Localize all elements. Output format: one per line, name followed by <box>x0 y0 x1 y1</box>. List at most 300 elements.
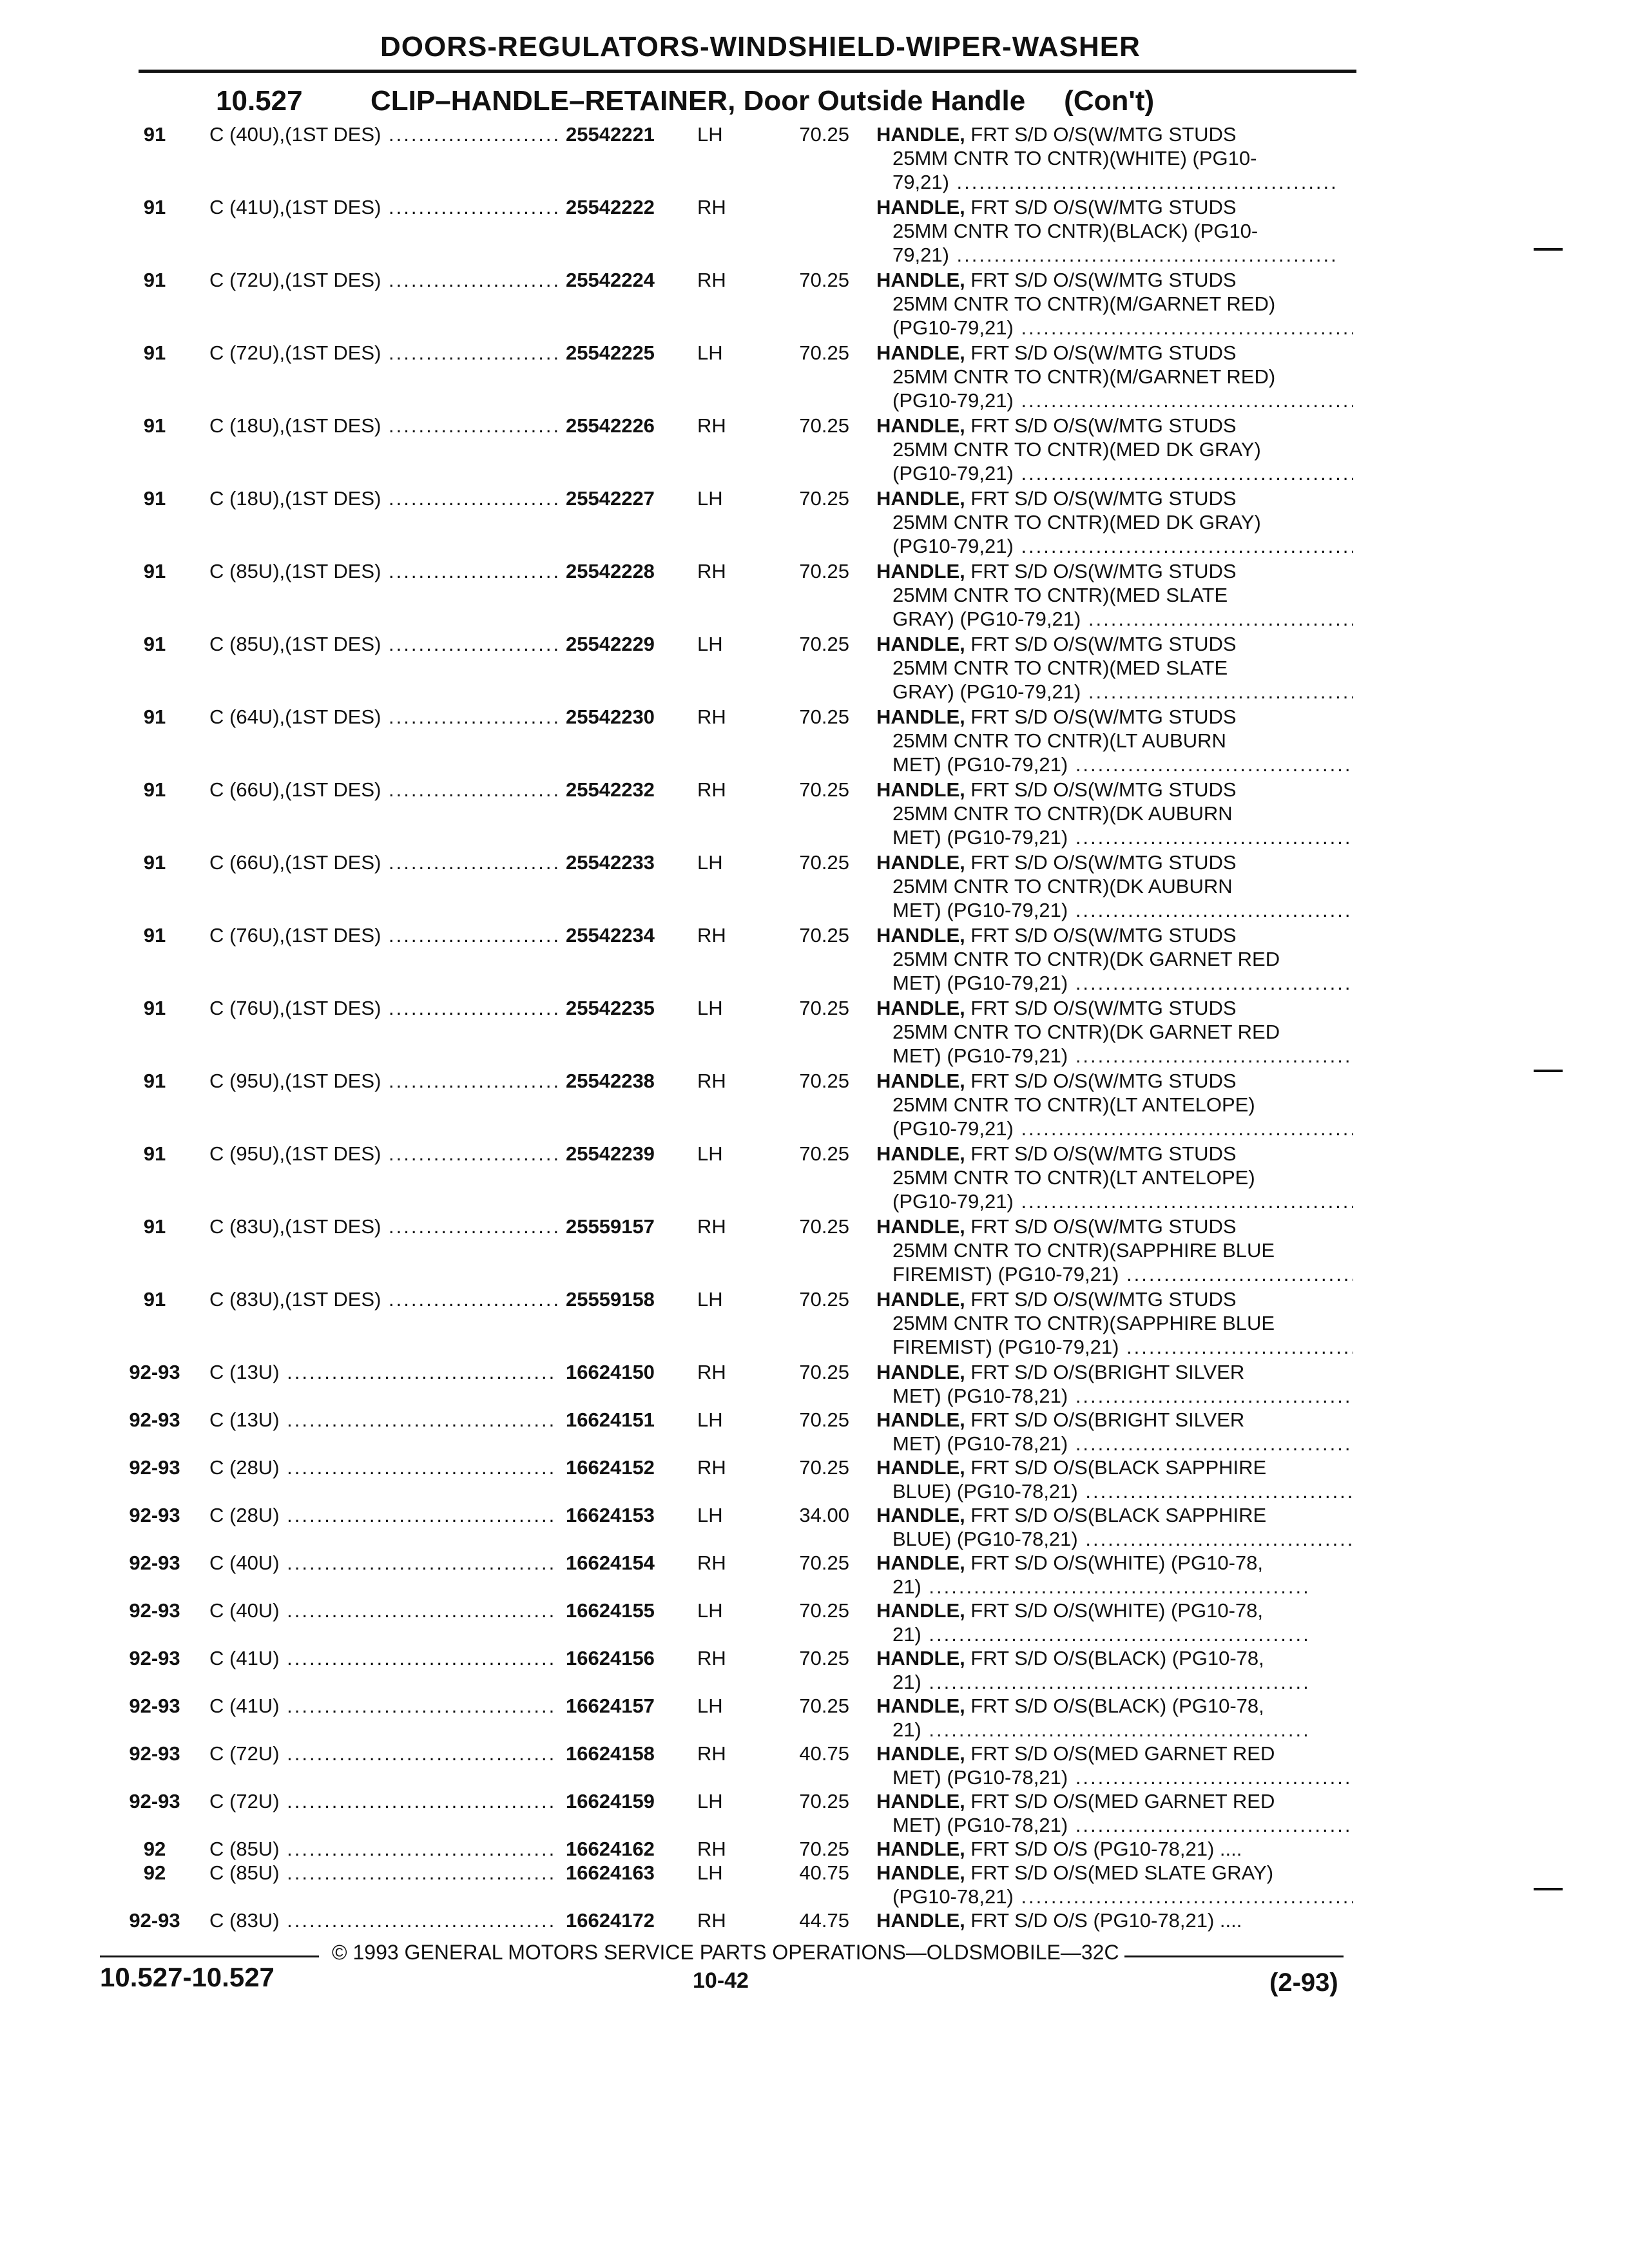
part-number: 25542230 <box>561 705 695 729</box>
model-code: C (28U) ..... <box>209 1503 557 1527</box>
price: 70.25 <box>799 560 849 582</box>
description-noun: HANDLE, <box>876 1215 965 1238</box>
description-line-2: 25MM CNTR TO CNTR)(DK AUBURN <box>892 802 1233 825</box>
description-line-3: (PG10-79,21) ..... <box>876 1117 1353 1140</box>
side: RH <box>697 1215 726 1238</box>
model-year: 91 <box>143 1215 166 1238</box>
price: 70.25 <box>799 1790 849 1812</box>
description <box>876 850 1353 922</box>
side: LH <box>697 487 723 510</box>
model-code: C (72U) ..... <box>209 1789 557 1813</box>
model-year: 92-93 <box>129 1456 180 1479</box>
model-year: 92-93 <box>129 1552 180 1574</box>
description-noun: HANDLE, <box>876 1742 965 1765</box>
description-line-1 <box>876 923 1353 947</box>
description-line-1 <box>876 1742 1353 1765</box>
model-year: 91 <box>143 196 166 218</box>
part-number: 25542222 <box>561 195 695 219</box>
description-text: FRT S/D O/S(BLACK SAPPHIRE <box>965 1456 1267 1479</box>
model-year: 92-93 <box>129 1695 180 1717</box>
price: 44.75 <box>799 1909 849 1932</box>
description-line-2: 25MM CNTR TO CNTR)(M/GARNET RED) <box>892 365 1276 388</box>
description-text: FRT S/D O/S(W/MTG STUDS <box>965 924 1237 947</box>
description-text: FRT S/D O/S(W/MTG STUDS <box>965 778 1237 801</box>
part-number: 25542229 <box>561 632 695 656</box>
description-line-3: 21) ..... <box>876 1575 1353 1599</box>
description <box>876 1287 1353 1359</box>
model-year: 91 <box>143 560 166 582</box>
model-code: C (85U),(1ST DES) ..... <box>209 559 557 583</box>
description-text: FRT S/D O/S(W/MTG STUDS <box>965 851 1237 874</box>
side: RH <box>697 706 726 728</box>
model-code: C (13U) ..... <box>209 1408 557 1432</box>
price: 70.25 <box>799 1361 849 1383</box>
description-line-3: GRAY) (PG10-79,21) ..... <box>876 680 1353 704</box>
description-text: FRT S/D O/S(BLACK SAPPHIRE <box>965 1504 1267 1526</box>
model-year: 92-93 <box>129 1742 180 1765</box>
description-line-1 <box>876 1287 1353 1311</box>
description <box>876 1360 1353 1408</box>
description-noun: HANDLE, <box>876 1647 965 1669</box>
part-number: 25542239 <box>561 1142 695 1166</box>
description-line-2: 25MM CNTR TO CNTR)(SAPPHIRE BLUE <box>892 1239 1275 1262</box>
model-code: C (13U) ..... <box>209 1360 557 1384</box>
description-line-3: MET) (PG10-78,21) ..... <box>876 1384 1353 1408</box>
model-code: C (18U),(1ST DES) ..... <box>209 414 557 437</box>
description <box>876 1861 1353 1908</box>
side: LH <box>697 1288 723 1311</box>
description-line-3: 79,21) ..... <box>876 243 1353 267</box>
description-line-1 <box>876 486 1353 510</box>
description <box>876 1599 1353 1646</box>
part-number: 16624163 <box>561 1861 695 1885</box>
description-noun: HANDLE, <box>876 997 965 1019</box>
header-rule <box>139 70 1356 73</box>
part-number: 25542221 <box>561 122 695 146</box>
description-line-1 <box>876 1456 1353 1479</box>
model-year: 92-93 <box>129 1599 180 1622</box>
description-text: FRT S/D O/S(BLACK) (PG10-78, <box>965 1695 1264 1717</box>
description-noun: HANDLE, <box>876 1070 965 1092</box>
description-line-3: (PG10-79,21) ..... <box>876 389 1353 412</box>
model-year: 91 <box>143 414 166 437</box>
model-year: 91 <box>143 633 166 655</box>
model-code: C (18U),(1ST DES) ..... <box>209 486 557 510</box>
model-year: 91 <box>143 1142 166 1165</box>
side: RH <box>697 1909 726 1932</box>
side: LH <box>697 341 723 364</box>
price: 40.75 <box>799 1861 849 1884</box>
side: RH <box>697 1070 726 1092</box>
description-line-1 <box>876 1503 1353 1527</box>
model-code: C (41U) ..... <box>209 1694 557 1718</box>
price: 70.25 <box>799 997 849 1019</box>
side: RH <box>697 924 726 947</box>
description-line-2: 25MM CNTR TO CNTR)(SAPPHIRE BLUE <box>892 1312 1275 1334</box>
model-year: 92-93 <box>129 1504 180 1526</box>
part-number: 16624154 <box>561 1551 695 1575</box>
description-line-1 <box>876 1142 1353 1166</box>
description <box>876 1069 1353 1140</box>
description-noun: HANDLE, <box>876 706 965 728</box>
model-year: 91 <box>143 123 166 146</box>
description-line-3: MET) (PG10-79,21) ..... <box>876 971 1353 995</box>
description <box>876 414 1353 485</box>
price: 70.25 <box>799 1838 849 1860</box>
description <box>876 1456 1353 1503</box>
description <box>876 1142 1353 1213</box>
price: 70.25 <box>799 1552 849 1574</box>
description <box>876 1742 1353 1789</box>
description-line-3: 21) ..... <box>876 1670 1353 1694</box>
description-line-1 <box>876 1694 1353 1718</box>
description-line-3: MET) (PG10-79,21) ..... <box>876 753 1353 776</box>
description-noun: HANDLE, <box>876 1142 965 1165</box>
description-line-3: FIREMIST) (PG10-79,21) ..... <box>876 1335 1353 1359</box>
model-code: C (83U),(1ST DES) ..... <box>209 1215 557 1238</box>
model-code: C (85U) ..... <box>209 1861 557 1885</box>
model-year: 91 <box>143 778 166 801</box>
model-code: C (72U) ..... <box>209 1742 557 1765</box>
description-line-1 <box>876 1215 1353 1238</box>
model-year: 91 <box>143 487 166 510</box>
description-text: FRT S/D O/S(W/MTG STUDS <box>965 706 1237 728</box>
description-line-3: MET) (PG10-79,21) ..... <box>876 825 1353 849</box>
description-text: FRT S/D O/S(W/MTG STUDS <box>965 341 1237 364</box>
description <box>876 632 1353 704</box>
description-line-1 <box>876 1837 1353 1861</box>
price: 70.25 <box>799 851 849 874</box>
part-number: 25559158 <box>561 1287 695 1311</box>
price: 70.25 <box>799 633 849 655</box>
side: LH <box>697 851 723 874</box>
side: RH <box>697 1552 726 1574</box>
description-noun: HANDLE, <box>876 1861 965 1884</box>
description-text: FRT S/D O/S(W/MTG STUDS <box>965 196 1237 218</box>
model-code: C (83U) ..... <box>209 1908 557 1932</box>
description-line-3: (PG10-79,21) ..... <box>876 461 1353 485</box>
model-year: 92 <box>143 1838 166 1860</box>
model-year: 91 <box>143 706 166 728</box>
description <box>876 1789 1353 1837</box>
description-line-1 <box>876 1789 1353 1813</box>
part-number: 16624172 <box>561 1908 695 1932</box>
description-text: FRT S/D O/S(BLACK) (PG10-78, <box>965 1647 1264 1669</box>
description-text: FRT S/D O/S(W/MTG STUDS <box>965 269 1237 291</box>
copyright-notice: © 1993 GENERAL MOTORS SERVICE PARTS OPERATIONS—OLDSMOBILE—32C <box>332 1941 1119 1964</box>
description-noun: HANDLE, <box>876 1695 965 1717</box>
side: RH <box>697 560 726 582</box>
price: 70.25 <box>799 778 849 801</box>
description-text: FRT S/D O/S (PG10-78,21) .... <box>965 1909 1242 1932</box>
description-noun: HANDLE, <box>876 414 965 437</box>
part-number: 25542225 <box>561 341 695 365</box>
description <box>876 486 1353 558</box>
model-code: C (72U),(1ST DES) ..... <box>209 341 557 365</box>
part-number: 25542226 <box>561 414 695 437</box>
description-text: FRT S/D O/S(W/MTG STUDS <box>965 1288 1237 1311</box>
description <box>876 268 1353 340</box>
price: 70.25 <box>799 1070 849 1092</box>
side: RH <box>697 1742 726 1765</box>
part-number: 25559157 <box>561 1215 695 1238</box>
description-line-3: BLUE) (PG10-78,21) ..... <box>876 1479 1353 1503</box>
description-line-1 <box>876 1408 1353 1432</box>
description-line-1 <box>876 1599 1353 1622</box>
price: 34.00 <box>799 1504 849 1526</box>
model-code: C (76U),(1ST DES) ..... <box>209 996 557 1020</box>
model-code: C (40U),(1ST DES) ..... <box>209 122 557 146</box>
description-line-2: 25MM CNTR TO CNTR)(DK GARNET RED <box>892 1021 1280 1043</box>
price: 70.25 <box>799 414 849 437</box>
description-line-3: MET) (PG10-78,21) ..... <box>876 1813 1353 1837</box>
side: LH <box>697 1504 723 1526</box>
description <box>876 1503 1353 1551</box>
description <box>876 1694 1353 1742</box>
description-text: FRT S/D O/S (PG10-78,21) .... <box>965 1838 1242 1860</box>
side: LH <box>697 1861 723 1884</box>
description-line-3: 21) ..... <box>876 1622 1353 1646</box>
description-text: FRT S/D O/S(MED GARNET RED <box>965 1742 1275 1765</box>
price: 40.75 <box>799 1742 849 1765</box>
description-text: FRT S/D O/S(MED GARNET RED <box>965 1790 1275 1812</box>
description-noun: HANDLE, <box>876 1361 965 1383</box>
part-number: 25542235 <box>561 996 695 1020</box>
side: LH <box>697 123 723 146</box>
footer-rule-right <box>1124 1956 1344 1957</box>
model-year: 92-93 <box>129 1790 180 1812</box>
price: 70.25 <box>799 1215 849 1238</box>
description-noun: HANDLE, <box>876 1909 965 1932</box>
price: 70.25 <box>799 1695 849 1717</box>
description-text: FRT S/D O/S(BRIGHT SILVER <box>965 1361 1245 1383</box>
description-text: FRT S/D O/S(W/MTG STUDS <box>965 1142 1237 1165</box>
description-noun: HANDLE, <box>876 196 965 218</box>
description-line-2: 25MM CNTR TO CNTR)(MED DK GRAY) <box>892 511 1261 533</box>
description-noun: HANDLE, <box>876 1504 965 1526</box>
model-code: C (85U),(1ST DES) ..... <box>209 632 557 656</box>
description-line-1 <box>876 1908 1353 1932</box>
description-line-1 <box>876 996 1353 1020</box>
description <box>876 1408 1353 1456</box>
description-line-3: MET) (PG10-79,21) ..... <box>876 1044 1353 1068</box>
description-text: FRT S/D O/S(W/MTG STUDS <box>965 1070 1237 1092</box>
description-noun: HANDLE, <box>876 924 965 947</box>
description <box>876 778 1353 849</box>
description-line-3: (PG10-78,21) ..... <box>876 1885 1353 1908</box>
description <box>876 559 1353 631</box>
description-line-2: 25MM CNTR TO CNTR)(MED SLATE <box>892 584 1228 606</box>
description-text: FRT S/D O/S(WHITE) (PG10-78, <box>965 1552 1263 1574</box>
part-number: 25542224 <box>561 268 695 292</box>
price: 70.25 <box>799 706 849 728</box>
price: 70.25 <box>799 1408 849 1431</box>
side: LH <box>697 1599 723 1622</box>
description <box>876 996 1353 1068</box>
description-line-2: 25MM CNTR TO CNTR)(M/GARNET RED) <box>892 293 1276 315</box>
description <box>876 122 1353 194</box>
model-year: 91 <box>143 924 166 947</box>
description-line-1 <box>876 1069 1353 1093</box>
part-number: 16624157 <box>561 1694 695 1718</box>
model-code: C (72U),(1ST DES) ..... <box>209 268 557 292</box>
description-line-1 <box>876 705 1353 729</box>
description-line-1 <box>876 850 1353 874</box>
model-year: 91 <box>143 1288 166 1311</box>
description <box>876 195 1353 267</box>
description-line-3: (PG10-79,21) ..... <box>876 1189 1353 1213</box>
description <box>876 341 1353 412</box>
description-line-3: FIREMIST) (PG10-79,21) ..... <box>876 1262 1353 1286</box>
description-line-1 <box>876 1861 1353 1885</box>
margin-mark <box>1534 1888 1563 1890</box>
side: RH <box>697 1456 726 1479</box>
description-noun: HANDLE, <box>876 851 965 874</box>
description <box>876 1215 1353 1286</box>
description <box>876 705 1353 776</box>
description-line-3: 21) ..... <box>876 1718 1353 1742</box>
part-number: 25542234 <box>561 923 695 947</box>
description-line-2: 25MM CNTR TO CNTR)(LT ANTELOPE) <box>892 1166 1255 1189</box>
side: RH <box>697 269 726 291</box>
description-noun: HANDLE, <box>876 123 965 146</box>
description-text: FRT S/D O/S(WHITE) (PG10-78, <box>965 1599 1263 1622</box>
side: LH <box>697 1408 723 1431</box>
part-number: 16624162 <box>561 1837 695 1861</box>
description <box>876 1837 1353 1861</box>
side: RH <box>697 1361 726 1383</box>
description-text: FRT S/D O/S(W/MTG STUDS <box>965 487 1237 510</box>
description-line-2: 25MM CNTR TO CNTR)(BLACK) (PG10- <box>892 220 1258 242</box>
price: 70.25 <box>799 487 849 510</box>
model-code: C (76U),(1ST DES) ..... <box>209 923 557 947</box>
price: 70.25 <box>799 1599 849 1622</box>
description-line-1 <box>876 122 1353 146</box>
price: 70.25 <box>799 269 849 291</box>
model-year: 92-93 <box>129 1361 180 1383</box>
description-line-2: 25MM CNTR TO CNTR)(MED SLATE <box>892 657 1228 679</box>
model-code: C (85U) ..... <box>209 1837 557 1861</box>
description-line-1 <box>876 268 1353 292</box>
side: LH <box>697 1790 723 1812</box>
part-number: 25542232 <box>561 778 695 802</box>
description-line-2: 25MM CNTR TO CNTR)(WHITE) (PG10- <box>892 147 1257 169</box>
model-code: C (41U) ..... <box>209 1646 557 1670</box>
model-code: C (83U),(1ST DES) ..... <box>209 1287 557 1311</box>
description-text: FRT S/D O/S(W/MTG STUDS <box>965 633 1237 655</box>
description-noun: HANDLE, <box>876 1599 965 1622</box>
description-line-1 <box>876 559 1353 583</box>
description-noun: HANDLE, <box>876 633 965 655</box>
description-line-2: 25MM CNTR TO CNTR)(DK GARNET RED <box>892 948 1280 970</box>
side: RH <box>697 1647 726 1669</box>
margin-mark <box>1534 1070 1563 1072</box>
description-line-1 <box>876 195 1353 219</box>
part-number: 16624155 <box>561 1599 695 1622</box>
description-noun: HANDLE, <box>876 1552 965 1574</box>
description-line-1 <box>876 341 1353 365</box>
description-line-3: MET) (PG10-78,21) ..... <box>876 1765 1353 1789</box>
price: 70.25 <box>799 1647 849 1669</box>
description-line-1 <box>876 778 1353 802</box>
description-line-3: BLUE) (PG10-78,21) ..... <box>876 1527 1353 1551</box>
part-number: 16624152 <box>561 1456 695 1479</box>
description-line-1 <box>876 414 1353 437</box>
model-year: 92-93 <box>129 1408 180 1431</box>
model-code: C (41U),(1ST DES) ..... <box>209 195 557 219</box>
description <box>876 1551 1353 1599</box>
part-number: 16624158 <box>561 1742 695 1765</box>
description-line-3: (PG10-79,21) ..... <box>876 534 1353 558</box>
model-code: C (95U),(1ST DES) ..... <box>209 1069 557 1093</box>
description-text: FRT S/D O/S(MED SLATE GRAY) <box>965 1861 1274 1884</box>
description-line-3: GRAY) (PG10-79,21) ..... <box>876 607 1353 631</box>
description-noun: HANDLE, <box>876 1408 965 1431</box>
model-code: C (40U) ..... <box>209 1551 557 1575</box>
description-line-1 <box>876 632 1353 656</box>
description-line-1 <box>876 1551 1353 1575</box>
page-header-title: DOORS-REGULATORS-WINDSHIELD-WIPER-WASHER <box>380 31 1141 62</box>
description-line-1 <box>876 1646 1353 1670</box>
side: RH <box>697 414 726 437</box>
model-year: 92-93 <box>129 1647 180 1669</box>
side: LH <box>697 997 723 1019</box>
price: 70.25 <box>799 123 849 146</box>
section-number: 10.527 <box>216 85 303 117</box>
model-year: 92-93 <box>129 1909 180 1932</box>
side: RH <box>697 778 726 801</box>
model-year: 91 <box>143 851 166 874</box>
description-text: FRT S/D O/S(W/MTG STUDS <box>965 1215 1237 1238</box>
price: 70.25 <box>799 1142 849 1165</box>
model-year: 91 <box>143 997 166 1019</box>
description-text: FRT S/D O/S(W/MTG STUDS <box>965 414 1237 437</box>
description-noun: HANDLE, <box>876 778 965 801</box>
description <box>876 1646 1353 1694</box>
description-line-2: 25MM CNTR TO CNTR)(LT AUBURN <box>892 729 1226 752</box>
description-line-3: 79,21) ..... <box>876 170 1353 194</box>
part-number: 25542228 <box>561 559 695 583</box>
price: 70.25 <box>799 1288 849 1311</box>
part-number: 16624151 <box>561 1408 695 1432</box>
margin-mark <box>1534 248 1563 251</box>
model-code: C (66U),(1ST DES) ..... <box>209 778 557 802</box>
part-number: 16624153 <box>561 1503 695 1527</box>
description-line-3: MET) (PG10-78,21) ..... <box>876 1432 1353 1456</box>
side: LH <box>697 1142 723 1165</box>
model-code: C (95U),(1ST DES) ..... <box>209 1142 557 1166</box>
section-continued: (Con't) <box>1064 85 1155 117</box>
side: RH <box>697 196 726 218</box>
description-text: FRT S/D O/S(W/MTG STUDS <box>965 997 1237 1019</box>
price: 70.25 <box>799 924 849 947</box>
part-number: 25542238 <box>561 1069 695 1093</box>
description-line-3: MET) (PG10-79,21) ..... <box>876 898 1353 922</box>
description-noun: HANDLE, <box>876 341 965 364</box>
page-number: 10-42 <box>693 1968 749 1993</box>
section-range: 10.527-10.527 <box>100 1962 275 1992</box>
price: 70.25 <box>799 1456 849 1479</box>
description-noun: HANDLE, <box>876 269 965 291</box>
part-number: 25542227 <box>561 486 695 510</box>
description-text: FRT S/D O/S(BRIGHT SILVER <box>965 1408 1245 1431</box>
description-noun: HANDLE, <box>876 1288 965 1311</box>
description-noun: HANDLE, <box>876 560 965 582</box>
description-text: FRT S/D O/S(W/MTG STUDS <box>965 560 1237 582</box>
description-line-3: (PG10-79,21) ..... <box>876 316 1353 340</box>
part-number: 16624159 <box>561 1789 695 1813</box>
model-code: C (28U) ..... <box>209 1456 557 1479</box>
